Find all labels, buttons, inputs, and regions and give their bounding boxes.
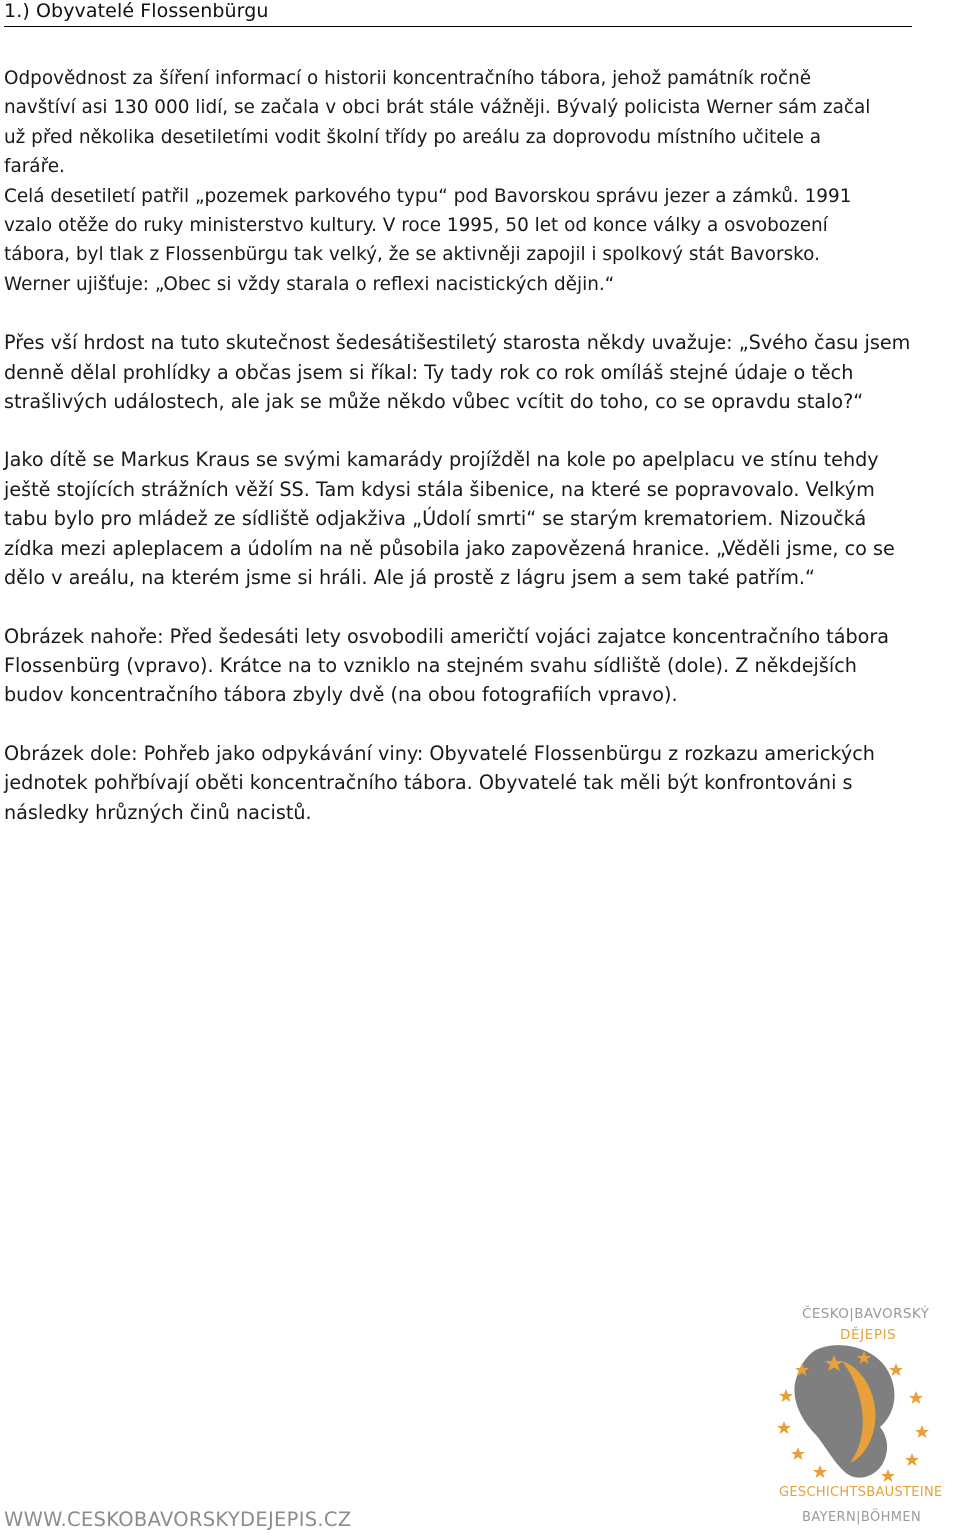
article-body	[4, 64, 924, 856]
caption-top-image: Obrázek nahoře: Před šedesáti lety osvobodili američtí vojáci zajatce koncentračního tábora Flossenbürg (vpravo). Krátce na to vzniklo na stejném svahu sídliště (dole). Z někdejších budov koncentračního tábora zbyly dvě (na obou fotografiích vpravo).	[4, 624, 890, 707]
project-logo	[776, 1303, 960, 1536]
page-header	[4, 0, 912, 27]
logo-text-dejepis: DĚJEPIS	[840, 1327, 897, 1343]
paragraph-3: Jako dítě se Markus Kraus se svými kamarády projížděl na kole po apelplacu ve stínu tehdy ještě stojících strážních věží SS. Tam kdysi stála šibenice, na které se popravovalo. Velkým tabu bylo pro mládež ze sídliště odjakživa „Údolí smrti“ se starým krematoriem. Nizoučká zídka mezi apleplacem a údolím na ně působila jako zapovězená hranice. „Věděli jsme, co se dělo v areálu, na kterém jsme si hráli. Ale já prostě z lágru jsem a sem také patřím.“	[4, 448, 895, 590]
caption-bottom-image: Obrázek dole: Pohřeb jako odpykávání viny: Obyvatelé Flossenbürgu z rozkazu amerických jednotek pohřbívají oběti koncentračního tábora. Obyvatelé tak měli být konfrontováni s následky hrůzných činů nacistů.	[4, 741, 875, 824]
logo-text-bayern-bohmen: BAYERN|BÖHMEN	[802, 1510, 922, 1525]
paragraph-1: Odpovědnost za šíření informací o historii koncentračního tábora, jehož památník ročně navštíví asi 130 000 lidí, se začala v obci brát stále vážněji. Bývalý policista Werner sám začal už před několika desetiletími vodit školní třídy po areálu za doprovodu místního učitele a faráře. Celá desetiletí patřil „pozemek parkového typu“ pod Bavorskou správu jezer a zámků. 1991 vzalo otěže do ruky ministerstvo kultury. V roce 1995, 50 let od konce války a osvobození tábora, byl tlak z Flossenbürgu tak velký, že se aktivněji zapojil i spolkový stát Bavorsko. Werner ujišťuje: „Obec si vždy starala o reflexi nacistických dějin.“	[4, 68, 871, 295]
logo-text-cesko-bavorsky: ČESKO|BAVORSKÝ	[802, 1306, 930, 1322]
paragraph-2: Přes vší hrdost na tuto skutečnost šedesátišestiletý starosta někdy uvažuje: „Svého času jsem denně dělal prohlídky a občas jsem si říkal: Ty tady rok co rok omíláš stejné údaje o těch strašlivých událostech, ale jak se může někdo vůbec vcítit do toho, co se opravdu stalo?“	[4, 331, 911, 414]
logo-emblem-icon	[776, 1343, 960, 1483]
logo-text-geschichtsbausteine: GESCHICHTSBAUSTEINE	[779, 1485, 943, 1500]
footer-website-url[interactable]: WWW.CESKOBAVORSKYDEJEPIS.CZ	[4, 1508, 352, 1531]
page-title: 1.) Obyvatelé Flossenbürgu	[4, 0, 269, 22]
